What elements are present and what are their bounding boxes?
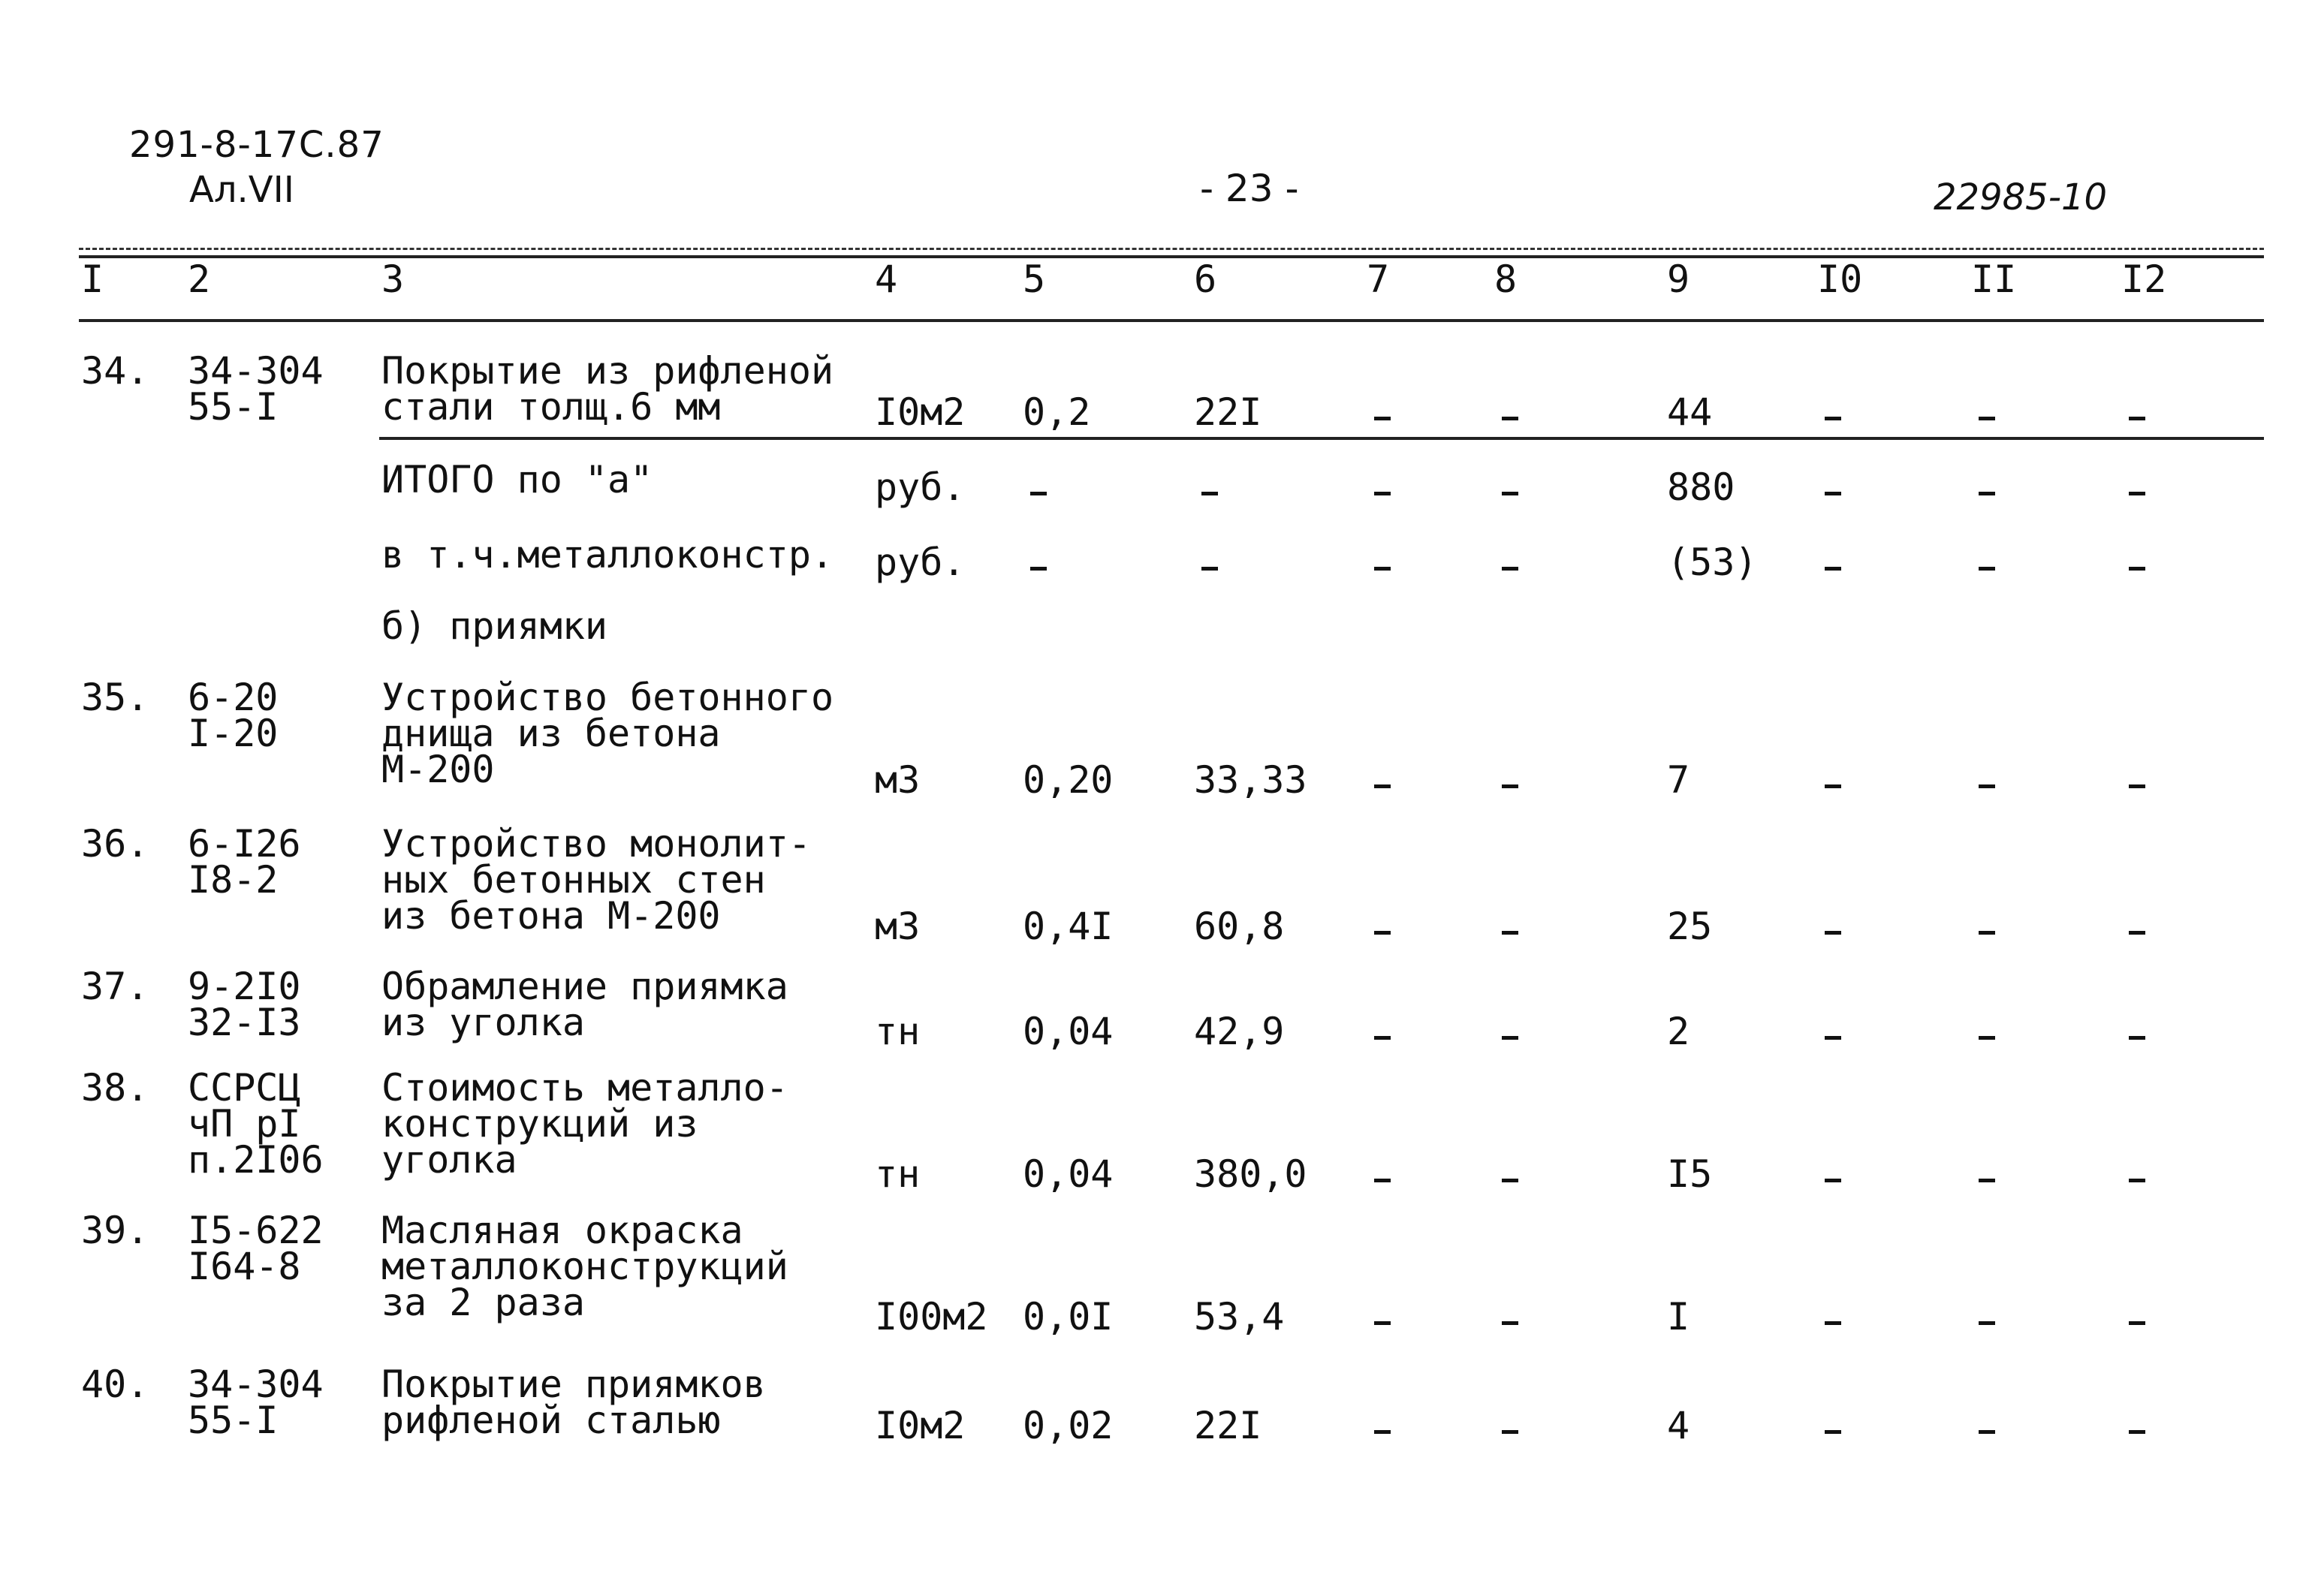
empty-dash [2129,492,2145,495]
column-header: 8 [1494,257,1518,301]
empty-dash [1825,567,1841,571]
empty-dash [1374,1430,1391,1434]
row-value-unit: м3 [875,758,921,802]
row-value-qty: 0,20 [1023,758,1114,802]
work-name: Обрамление приямка [381,965,788,1008]
empty-dash [1502,931,1518,935]
norm-code: 6-I26 [188,822,301,866]
row-value-qty: 0,04 [1023,1152,1114,1196]
column-header: I [81,257,104,301]
row-value-qty: 0,02 [1023,1404,1114,1447]
norm-code: I8-2 [188,858,279,902]
empty-dash [1030,492,1047,495]
page-number: - 23 - [1200,167,1299,210]
column-header: 6 [1194,257,1217,301]
work-name: стали толщ.6 мм [381,385,721,429]
empty-dash [2129,1036,2145,1040]
empty-dash [1502,567,1518,571]
work-name: металлоконструкций [381,1245,788,1288]
norm-code: п.2I06 [188,1138,324,1182]
empty-dash [1502,1430,1518,1434]
subtotal-rule [379,437,2264,440]
empty-dash [2129,1321,2145,1325]
work-name: Масляная окраска [381,1209,743,1252]
top-rule [79,255,2264,258]
norm-code: ССРСЦ [188,1066,301,1110]
empty-dash [1825,1036,1841,1040]
column-header: I0 [1817,257,1863,301]
row-number: 39. [81,1209,149,1252]
empty-dash [1979,1179,1995,1182]
empty-dash [1374,784,1391,788]
row-value-price: 33,33 [1194,758,1307,802]
row-value-c9: I5 [1667,1152,1713,1196]
row-number: 37. [81,965,149,1008]
row-value-c9: 44 [1667,390,1713,434]
row-value-unit: руб. [875,465,966,509]
empty-dash [2129,784,2145,788]
row-value-unit: тн [875,1152,921,1196]
column-header: I2 [2121,257,2167,301]
empty-dash [1201,567,1218,571]
row-value-c9: 2 [1667,1010,1690,1053]
work-name: днища из бетона [381,712,721,755]
empty-dash [1374,1179,1391,1182]
row-value-c9: 880 [1667,465,1735,509]
norm-code: 55-I [188,1399,279,1442]
empty-dash [1825,931,1841,935]
row-value-unit: I0м2 [875,390,966,434]
empty-dash [1502,492,1518,495]
norm-code: 55-I [188,385,279,429]
work-name: Стоимость металло- [381,1066,788,1110]
row-value-qty: 0,2 [1023,390,1091,434]
empty-dash [1502,784,1518,788]
column-header: 7 [1367,257,1390,301]
empty-dash [1825,1179,1841,1182]
empty-dash [1979,1036,1995,1040]
norm-code: чП рI [188,1102,301,1146]
row-value-qty: 0,4I [1023,905,1114,948]
empty-dash [1502,1036,1518,1040]
empty-dash [2129,1179,2145,1182]
column-header: II [1971,257,2017,301]
empty-dash [1979,567,1995,571]
work-name: б) приямки [381,604,608,648]
top-rule-dashed [79,248,2264,250]
row-number: 34. [81,349,149,393]
inventory-number: 22985-10 [1934,176,2108,218]
norm-code: I64-8 [188,1245,301,1288]
header-rule [79,319,2264,322]
row-value-unit: м3 [875,905,921,948]
column-header: 9 [1667,257,1690,301]
column-header: 5 [1023,257,1046,301]
empty-dash [1374,931,1391,935]
work-name: из уголка [381,1001,585,1044]
empty-dash [1979,1430,1995,1434]
work-name: ных бетонных стен [381,858,766,902]
empty-dash [1825,784,1841,788]
norm-code: 6-20 [188,676,279,719]
empty-dash [1825,417,1841,420]
empty-dash [1825,1430,1841,1434]
row-value-c9: 25 [1667,905,1713,948]
work-name: за 2 раза [381,1281,585,1324]
empty-dash [1979,1321,1995,1325]
row-value-unit: руб. [875,541,966,584]
row-value-price: 42,9 [1194,1010,1285,1053]
row-value-c9: (53) [1667,541,1758,584]
row-value-c9: 7 [1667,758,1690,802]
empty-dash [1979,784,1995,788]
work-name: рифленой сталью [381,1399,721,1442]
norm-code: 32-I3 [188,1001,301,1044]
empty-dash [2129,931,2145,935]
album-label: Ал.VII [189,169,294,211]
work-name: уголка [381,1138,517,1182]
empty-dash [1030,567,1047,571]
row-value-qty: 0,0I [1023,1295,1114,1339]
norm-code: 34-304 [188,1363,324,1406]
empty-dash [1374,1036,1391,1040]
norm-code: 34-304 [188,349,324,393]
work-name: Устройство бетонного [381,676,834,719]
norm-code: I5-622 [188,1209,324,1252]
row-value-price: 22I [1194,390,1262,434]
work-name: Устройство монолит- [381,822,811,866]
work-name: в т.ч.металлоконстр. [381,533,834,577]
empty-dash [1502,1321,1518,1325]
row-value-unit: I00м2 [875,1295,988,1339]
empty-dash [2129,1430,2145,1434]
empty-dash [1374,492,1391,495]
empty-dash [1374,417,1391,420]
work-name: из бетона М-200 [381,894,721,938]
row-value-unit: тн [875,1010,921,1053]
row-value-price: 60,8 [1194,905,1285,948]
column-header: 4 [875,257,898,301]
row-value-qty: 0,04 [1023,1010,1114,1053]
empty-dash [1374,567,1391,571]
row-value-c9: I [1667,1295,1690,1339]
empty-dash [2129,567,2145,571]
row-value-c9: 4 [1667,1404,1690,1447]
empty-dash [1825,1321,1841,1325]
document-code: 291-8-17С.87 [129,124,384,166]
column-header: 2 [188,257,211,301]
empty-dash [2129,417,2145,420]
work-name: ИТОГО по "а" [381,458,653,501]
empty-dash [1502,417,1518,420]
column-header: 3 [381,257,405,301]
empty-dash [1201,492,1218,495]
work-name: Покрытие из рифленой [381,349,834,393]
row-value-unit: I0м2 [875,1404,966,1447]
work-name: М-200 [381,748,495,791]
work-name: Покрытие приямков [381,1363,766,1406]
row-number: 36. [81,822,149,866]
empty-dash [1374,1321,1391,1325]
row-value-price: 53,4 [1194,1295,1285,1339]
empty-dash [1502,1179,1518,1182]
row-value-price: 380,0 [1194,1152,1307,1196]
empty-dash [1979,492,1995,495]
row-number: 35. [81,676,149,719]
empty-dash [1979,417,1995,420]
row-number: 40. [81,1363,149,1406]
work-name: конструкций из [381,1102,698,1146]
norm-code: 9-2I0 [188,965,301,1008]
empty-dash [1979,931,1995,935]
row-value-price: 22I [1194,1404,1262,1447]
norm-code: I-20 [188,712,279,755]
empty-dash [1825,492,1841,495]
row-number: 38. [81,1066,149,1110]
